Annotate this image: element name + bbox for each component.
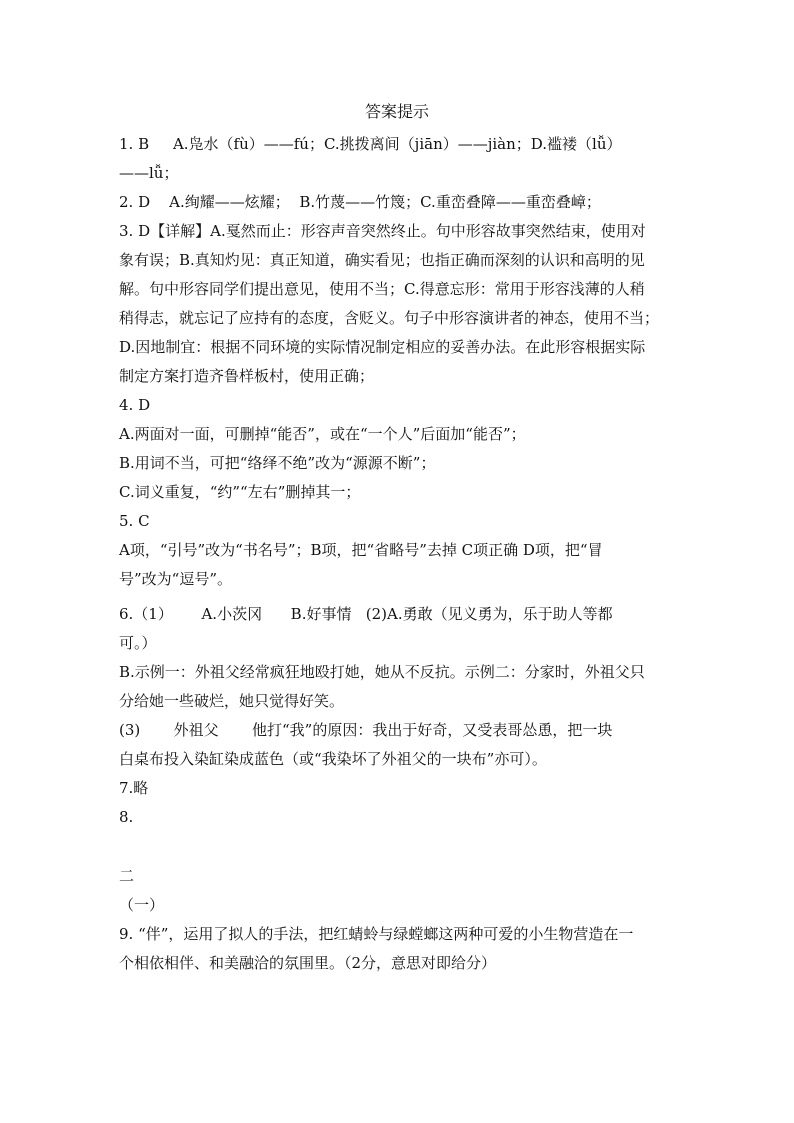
text-line: 象有误；B.真知灼见：真正知道，确实看见；也指正确而深刻的认识和高明的见 [119,251,645,269]
text-line: 个相依相伴、和美融洽的氛围里。（2分，意思对即给分） [119,954,497,972]
text-line: 分给她一些破烂，她只觉得好笑。 [119,692,345,710]
text-line: 可。） [119,634,157,652]
text-line: ——lǚ； [119,164,179,182]
section-heading: 二 [119,867,135,885]
answer-content [119,130,679,978]
subsection-heading: （一） [119,896,165,914]
text-line: 4. D [119,396,151,414]
text-line: 8. [119,808,134,826]
text-line: 号”改为“逗号”。 [119,570,233,588]
text-line: B.示例一：外祖父经常疯狂地殴打她，她从不反抗。示例二：分家时，外祖父只 [119,663,645,681]
text-line: 5. C [119,512,150,530]
text-line: 2. D A.绚耀——炫耀； B.竹蔑——竹篾；C.重峦叠障——重峦叠嶂； [119,193,601,211]
text-line: 1. B A.凫水（fù）——fú；C.挑拨离间（jiān）——jiàn；D.褴褛（lǚ） [119,135,622,153]
text-line: 3. D【详解】A.戛然而止：形容声音突然终止。句中形容故事突然结束，使用对 [119,222,646,240]
text-line: C.词义重复，“约”“左右”删掉其一； [119,483,361,501]
text-line: 9. “伴”，运用了拟人的手法，把红蜻蛉与绿螳螂这两种可爱的小生物营造在一 [119,925,634,943]
text-line: 6.（1） A.小茨冈 B.好事情 (2)A.勇敢（见义勇为，乐于助人等都 [119,605,613,623]
text-line: A项，“引号”改为“书名号”；B项，把“省略号”去掉 C项正确 D项，把“冒 [119,541,603,559]
text-line: 解。句中形容同学们提出意见，使用不当；C.得意忘形：常用于形容浅薄的人稍 [119,280,645,298]
text-line: 制定方案打造齐鲁样板村，使用正确； [119,367,375,385]
page-title: 答案提示 [364,102,429,121]
text-line: B.用词不当，可把“络绎不绝”改为“源源不断”； [119,454,436,472]
text-line: (3) 外祖父 他打“我”的原因：我出于好奇，又受表哥怂恿，把一块 [119,721,613,739]
text-line: 7.略 [119,779,149,797]
text-line: D.因地制宜：根据不同环境的实际情况制定相应的妥善办法。在此形容根据实际 [119,338,646,356]
text-line: 稍得志，就忘记了应持有的态度，含贬义。句子中形容演讲者的神态，使用不当； [119,309,660,327]
text-line: A.两面对一面，可删掉“能否”，或在“一个人”后面加“能否”； [119,425,526,443]
text-line: 白桌布投入染缸染成蓝色（或“我染坏了外祖父的一块布”亦可）。 [119,750,547,768]
spacer [119,832,679,862]
